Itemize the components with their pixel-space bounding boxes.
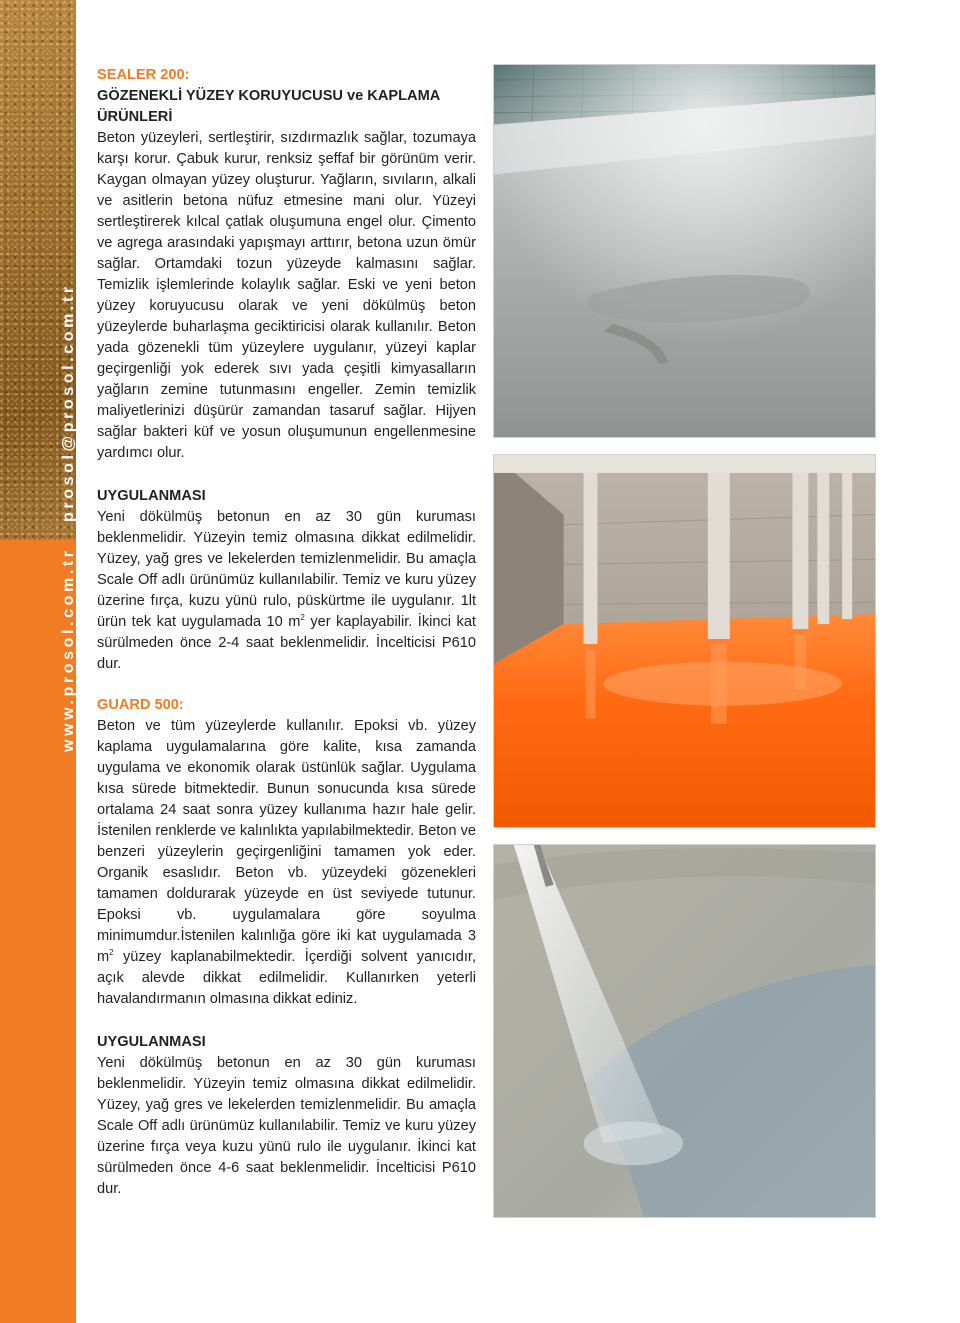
sealer-application-text: Yeni dökülmüş betonun en az 30 gün kuruması beklenmelidir. Yüzeyin temiz olmasına dikkat edilmelidir. Yüzey, yağ gres ve lekelerden temizlenmelidir. Bu amaçla Scale Off adlı ürünümüz kullanılabilir. Temiz ve kuru yüzey üzerine fırça, kuzu yünü rulo, püskürtme ile uygulanır. 1lt ürün tek kat uygulamada 10 $m^2$ yer kaplayabilir. İkinci kat sürülmeden önce 2-4 saat beklenmelidir. İncelticisi P610 dur. [97,509,476,672]
text-column [97,65,476,1200]
sealer-title: SEALER 200: [97,67,190,83]
guard-description: Beton ve tüm yüzeylerde kullanılır. Epoksi vb. yüzey kaplama uygulamalarına göre kalite, kısa zamanda uygulama ve ekonomik olarak üstünlük sağlar. Uygulama kısa sürede bitmektedir. Bunun sonucunda kısa sürede ortalama 24 saat sonra yüzey kullanıma hazır hale gelir. İstenilen renklerde ve kalınlıkta yapılabilmektedir. Beton ve benzeri yüzeylerin geçirgenliğini tamamen yok eder. Organik esaslıdır. Beton vb. yüzeydeki gözenekleri tamamen doldurarak yüzeyde en üst seviyede tutunur. Epoksi vb. uygulamalara göre soyulma minimumdur.İstenilen kalınlığa göre iki kat uygulamada 3 $m^2$ yüzey kaplanabilmektedir. İçerdiği solvent yanıcıdır, açık alevde dikkat edilmelidir. Kullanırken yeterli havalandırmanın olmasına dikkat ediniz. [97,718,476,1007]
photo-orange-floor [493,454,876,828]
superscript-2: 2 [109,948,114,957]
sidebar-texture-panel [0,0,76,540]
guard-application-text: Yeni dökülmüş betonun en az 30 gün kuruması beklenmelidir. Yüzeyin temiz olmasına dikkat edilmelidir. Yüzey, yağ gres ve lekelerden temizlenmelidir. Bu amaçla Scale Off adlı ürünümüz kullanılabilir. Temiz ve kuru yüzey üzerine fırça veya kuzu yünü rulo ile uygulanır. İkinci kat sürülmeden önce 4-6 saat beklenmelidir. İncelticisi P610 dur. [97,1055,476,1197]
superscript-2: 2 [300,613,305,622]
sealer-subtitle: GÖZENEKLİ YÜZEY KORUYUCUSU ve KAPLAMA ÜRÜNLERİ [97,88,440,125]
guard-title: GUARD 500: [97,697,184,713]
sidebar-email[interactable]: prosol@prosol.com.tr [60,283,77,522]
sealer-application-title: UYGULANMASI [97,488,206,504]
sealer-description: Beton yüzeyleri, sertleştirir, sızdırmazlık sağlar, tozumaya karşı korur. Çabuk kurur, renksiz şeffaf bir görünüm verir. Kaygan olmayan yüzey oluşturur. Yağların, sıvıların, alkali ve asitlerin betona nüfuz etmesine mani olur. Yüzeyi sertleştirerek kılcal çatlak oluşumuna engel olur. Çimento ve agrega arasındaki yapışmayı arttırır, betona uzun ömür sağlar. Ortamdaki tozun yüzeyde kalmasını sağlar. Temizlik işlemlerinde kolaylık sağlar. Eski ve yeni beton yüzey koruyucusu olarak ve yeni dökülmüş beton yüzeylerde buharlaşma geciktiricisi olarak kullanılır. Beton yada gözenekli tüm yüzeylere uygulanır, yüzeyi kaplar geçirgenliği yok ederek sıvı yada çeşitli kimyasalların yağların zemine tutunmasını engeller. Zemin temizlik maliyetlerinizi düşürür zamandan tasaruf sağlar. Hijyen sağlar bakteri küf ve yosun oluşumunun engellenmesine yardımcı olur. [97,130,476,461]
guard-application-title: UYGULANMASI [97,1034,206,1050]
photo-grey-coated-floor [493,64,876,438]
photo-spray-application [493,844,876,1218]
sidebar-website[interactable]: www.prosol.com.tr [60,547,77,752]
